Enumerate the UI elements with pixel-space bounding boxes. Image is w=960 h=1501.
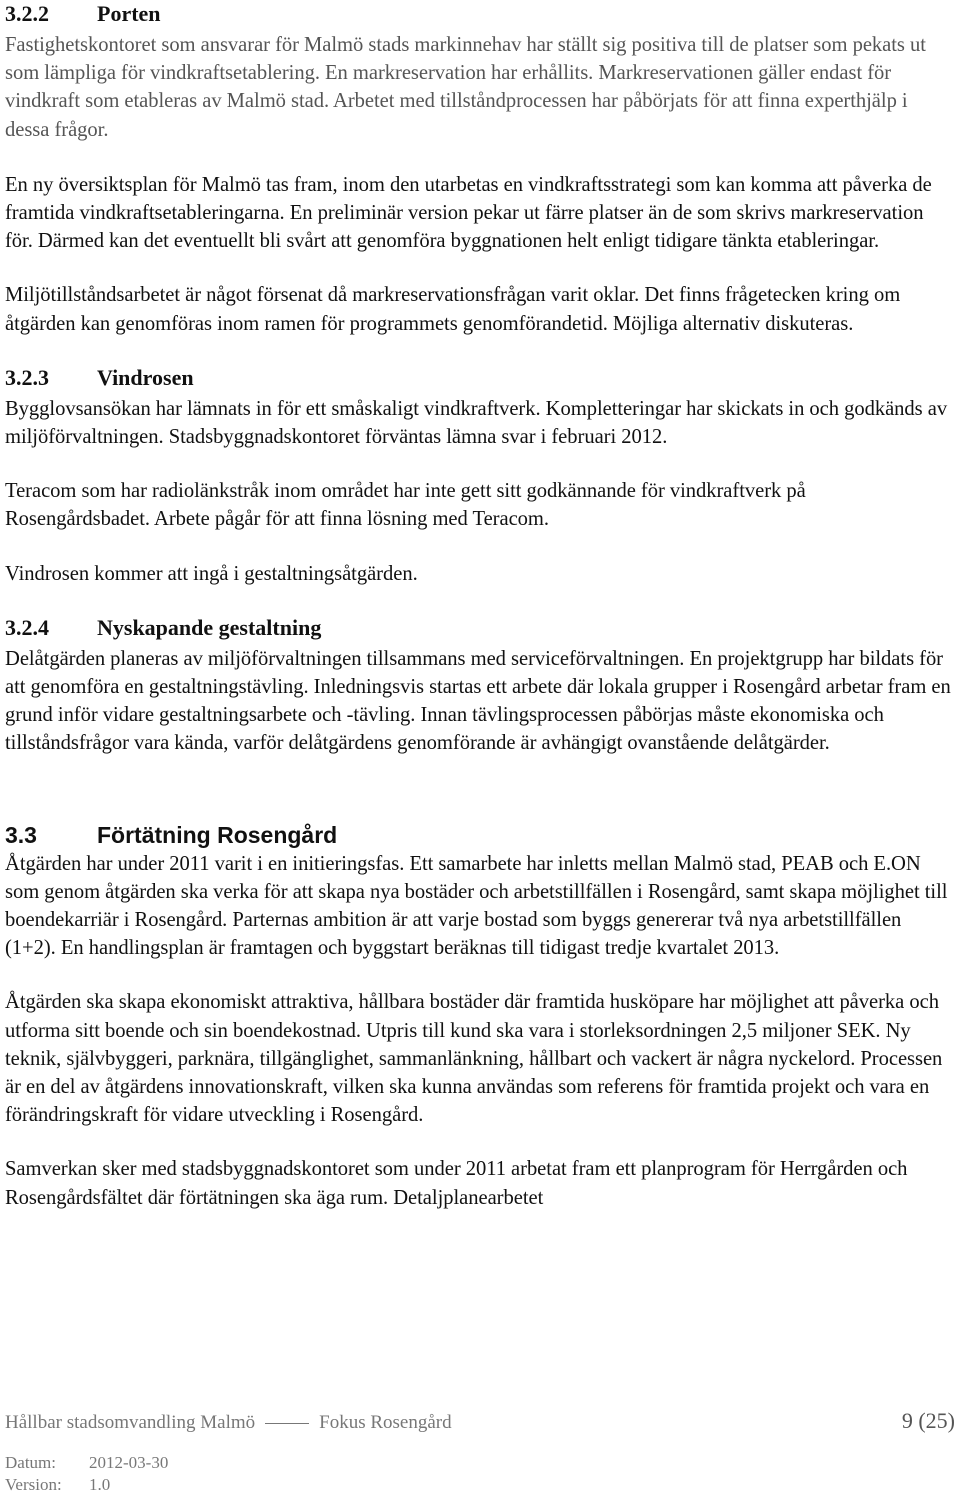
document-page: [5, 0, 955, 1212]
section-heading-fortatning-rosengard: [5, 820, 955, 850]
paragraph: En ny översiktsplan för Malmö tas fram, inom den utarbetas en vindkraftsstrategi som kan komma att påverka de framtida vindkraftsetableringarna. En preliminär version pekar ut färre platser än de som skrivs markreservation för. Därmed kan det eventuellt bli svårt att genomföra byggnationen helt enligt tidigare tänkta etableringar.: [5, 173, 932, 253]
paragraph: Fastighetskontoret som ansvarar för Malmö stads markinnehav har ställt sig positiva till de platser som pekats ut som lämpliga för vindkraftsetablering. En markreservation har erhållits. Markreservationen gäller endast för vindkraft som etableras av Malmö stad. Arbetet med tillståndprocessen har påbörjats för att finna experthjälp i dessa frågor.: [5, 34, 926, 141]
section-title: Nyskapande gestaltning: [97, 614, 322, 640]
paragraph: Åtgärden har under 2011 varit i en initieringsfas. Ett samarbete har inletts mellan Malmö stad, PEAB och E.ON som genom åtgärden ska verka för att skapa nya bostäder och arbetstillfällen i Rosengård, samt skapa möjlighet till boendekarriär i Rosengård. Parternas ambition är att varje bostad som byggs genererar två nya arbetstillfällen (1+2). En handlingsplan är framtagen och byggstart beräknas till tidigast tredje kvartalet 2013.: [5, 852, 948, 960]
version-row: [5, 1474, 955, 1496]
paragraph: Miljötillståndsarbetet är något försenat då markreservationsfrågan varit oklar. Det finns frågetecken kring om åtgärden kan genomföras inom ramen för programmets genomförandetid. Möjliga alternativ diskuteras.: [5, 284, 901, 335]
section-title: Vindrosen: [97, 364, 194, 390]
section-number: 3.2.4: [5, 614, 49, 640]
footer-title-left: Hållbar stadsomvandling Malmö: [5, 1412, 256, 1433]
section-title: Förtätning Rosengård: [97, 821, 338, 848]
date-value: 2012-03-30: [89, 1453, 169, 1472]
version-value: 1.0: [89, 1475, 111, 1494]
page-footer: [5, 1408, 955, 1496]
section-number: 3.2.3: [5, 364, 49, 390]
page-number: 9 (25): [901, 1408, 955, 1433]
footer-row: [5, 1408, 955, 1434]
section-heading-nyskapande-gestaltning: [5, 614, 955, 642]
date-label: Datum:: [5, 1453, 56, 1472]
section-heading-porten: [5, 0, 955, 28]
version-label: Version:: [5, 1475, 62, 1494]
section-heading-vindrosen: [5, 364, 955, 392]
footer-title: [5, 1412, 452, 1434]
footer-title-right: Fokus Rosengård: [319, 1412, 452, 1433]
paragraph: Delåtgärden planeras av miljöförvaltningen tillsammans med serviceförvaltningen. En projektgrupp har bildats för att genomföra en gestaltningstävling. Inledningsvis startas ett arbete där lokala grupper i Rosengård arbetar fram en grund inför vidare gestaltningsarbete och -tävling. Innan tävlingsprocessen påbörjas måste ekonomiska och tillståndsfrågor vara kända, varför delåtgärdens genomförande är avhängigt ovanstående delåtgärder.: [5, 647, 951, 755]
section-number: 3.2.2: [5, 1, 49, 26]
section-number: 3.3: [5, 821, 37, 848]
section-title: Porten: [97, 1, 161, 26]
paragraph: Samverkan sker med stadsbyggnadskontoret som under 2011 arbetat fram ett planprogram för Herrgården och Rosengårdsfältet där förtätningen ska äga rum. Detaljplanearbetet: [5, 1158, 908, 1209]
paragraph: Åtgärden ska skapa ekonomiskt attraktiva, hållbara bostäder där framtida husköpare har möjlighet att påverka och utforma sitt boende och sin boendekostnad. Utpris till kund ska vara i storleksordningen 2,5 miljoner SEK. Ny teknik, självbyggeri, parknära, tillgänglighet, sammanlänkning, hållbart och vackert är några nyckelord. Processen är en del av åtgärdens innovationskraft, vilken ska kunna användas som referens för framtida projekt och vara en förändringskraft för vidare utveckling i Rosengård.: [5, 991, 943, 1127]
paragraph: Teracom som har radiolänkstråk inom området har inte gett sitt godkännande för vindkraftverk på Rosengårdsbadet. Arbete pågår för att finna lösning med Teracom.: [5, 480, 806, 531]
footer-dash: [265, 1423, 309, 1424]
paragraph: Vindrosen kommer att ingå i gestaltningsåtgärden.: [5, 562, 418, 585]
paragraph: Bygglovsansökan har lämnats in för ett småskaligt vindkraftverk. Kompletteringar har skickats in och godkänds av miljöförvaltningen. Stadsbyggnadskontoret förväntas lämna svar i februari 2012.: [5, 397, 948, 449]
document-meta: [5, 1452, 955, 1496]
date-row: [5, 1452, 955, 1474]
